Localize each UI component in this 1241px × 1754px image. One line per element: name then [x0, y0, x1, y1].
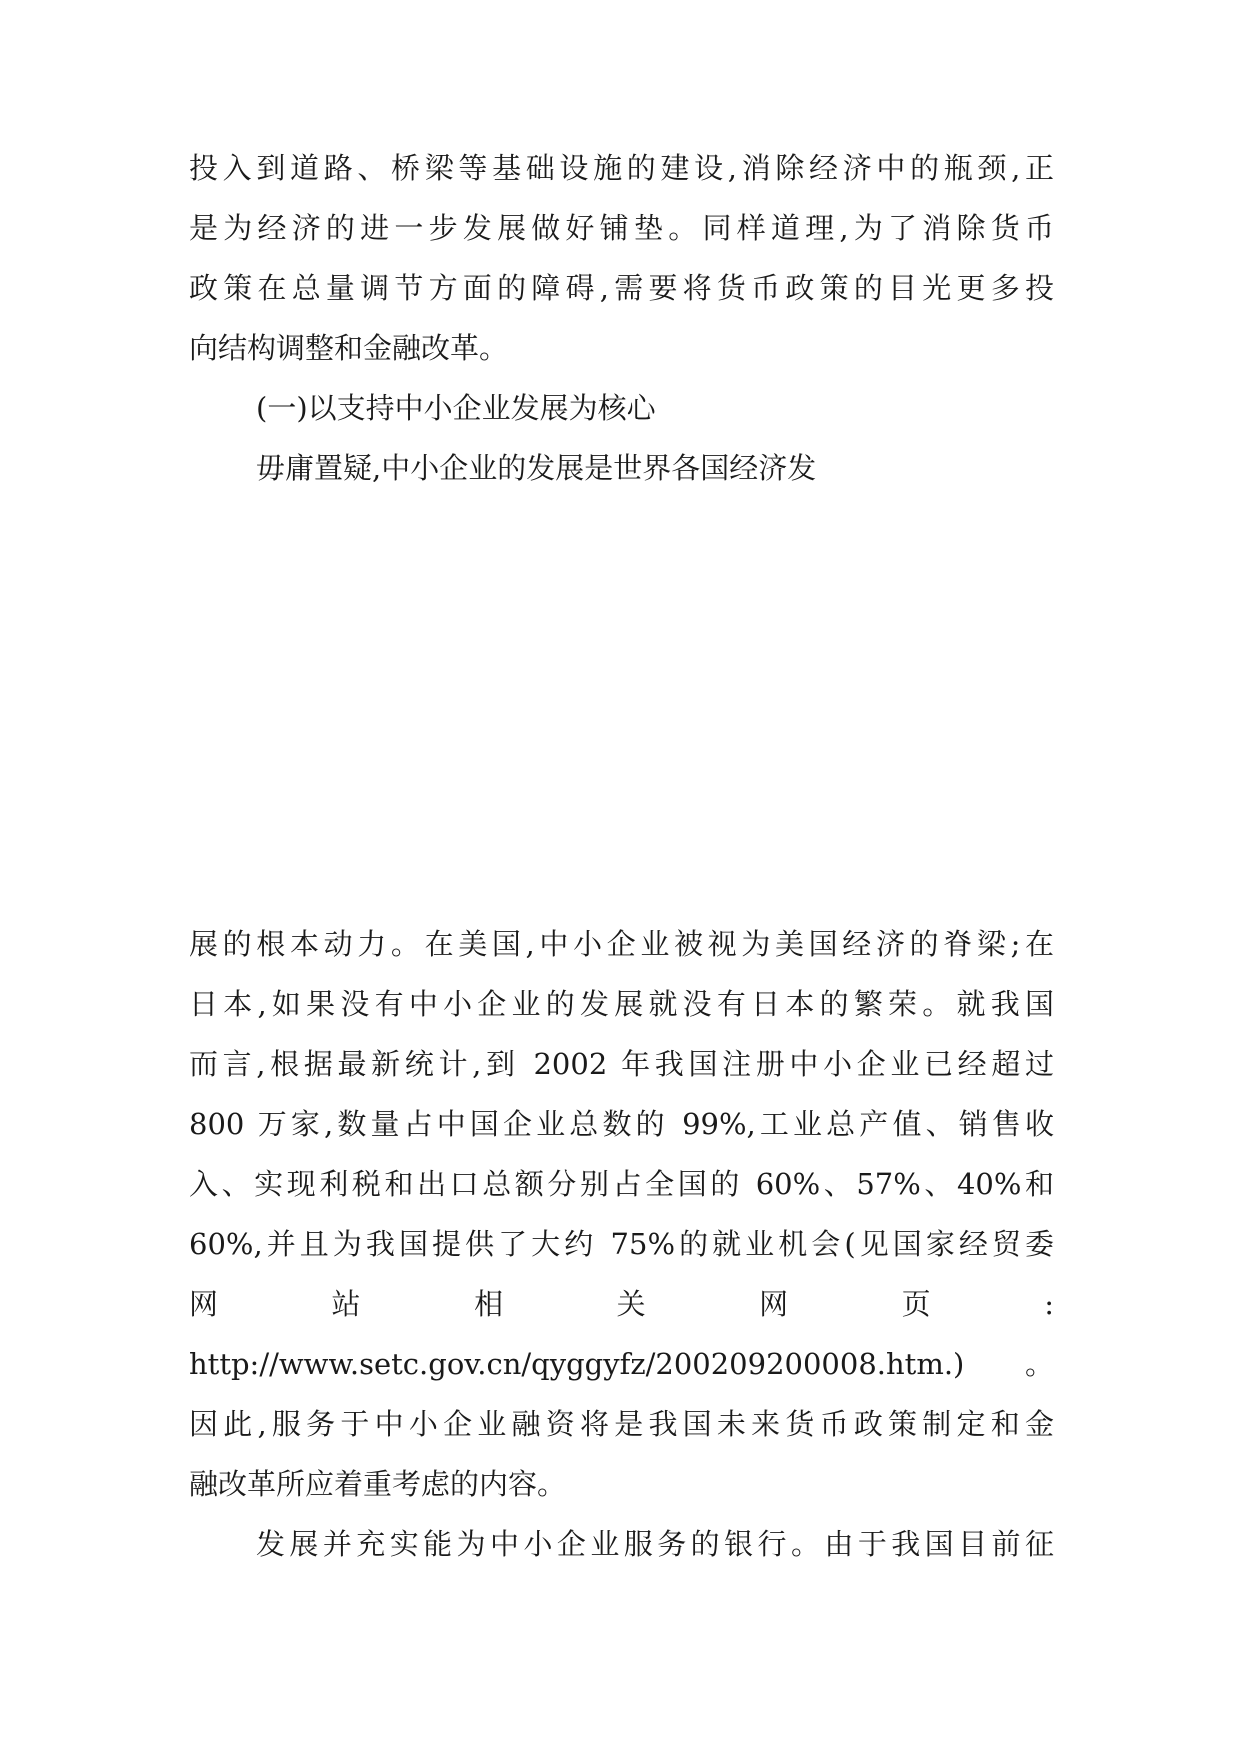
text-line: 是为经济的进一步发展做好铺垫。同样道理,为了消除货币 [189, 211, 1054, 245]
url-line: http://www.setc.gov.cn/qyggyfz/200209200008.htm.)。 [189, 1347, 1054, 1381]
text-line: 毋庸置疑,中小企业的发展是世界各国经济发 [256, 451, 817, 485]
text-line: 融改革所应着重考虑的内容。 [189, 1467, 567, 1501]
text-line: 发展并充实能为中小企业服务的银行。由于我国目前征 [256, 1527, 1054, 1561]
text-line: 因此,服务于中小企业融资将是我国未来货币政策制定和金 [189, 1407, 1054, 1441]
text-line: 向结构调整和金融改革。 [189, 331, 509, 365]
text-line: 投入到道路、桥梁等基础设施的建设,消除经济中的瓶颈,正 [189, 151, 1054, 185]
text-line: 而言,根据最新统计,到 2002 年我国注册中小企业已经超过 [189, 1047, 1054, 1081]
text-line: 政策在总量调节方面的障碍,需要将货币政策的目光更多投 [189, 271, 1054, 305]
text-line: 日本,如果没有中小企业的发展就没有日本的繁荣。就我国 [189, 987, 1054, 1021]
section-heading: (一)以支持中小企业发展为核心 [256, 391, 656, 425]
text-line: 60%,并且为我国提供了大约 75%的就业机会(见国家经贸委 [189, 1227, 1054, 1261]
text-line: 800 万家,数量占中国企业总数的 99%,工业总产值、销售收 [189, 1107, 1054, 1141]
text-line: 网 站 相 关 网 页 : [189, 1287, 1054, 1321]
text-line: 入、实现利税和出口总额分别占全国的 60%、57%、40%和 [189, 1167, 1054, 1201]
text-line: 展的根本动力。在美国,中小企业被视为美国经济的脊梁;在 [189, 927, 1054, 961]
